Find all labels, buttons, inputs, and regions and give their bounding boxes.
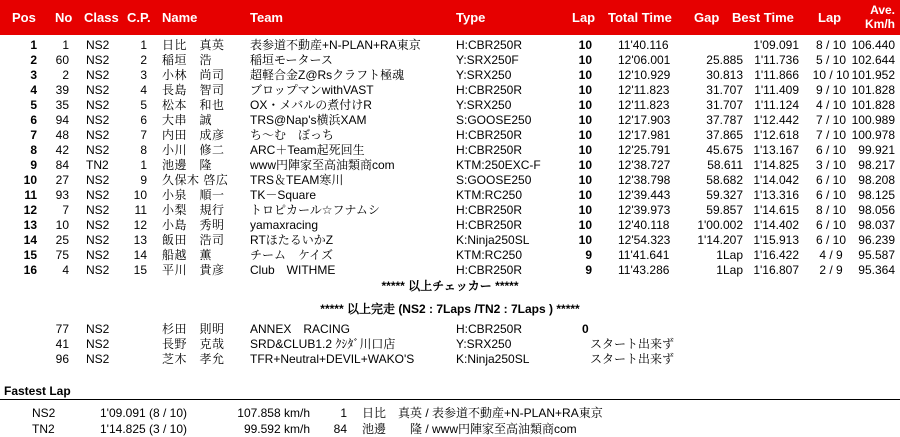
result-row <box>0 113 900 128</box>
average-speed-cell: 101.828 <box>851 98 895 112</box>
fastest-lap-time: 1'09.091 (8 / 10) <box>100 406 188 420</box>
machine-type-cell: Y:SRX250 <box>456 337 512 351</box>
total-time-cell: 12'38.727 <box>618 158 671 172</box>
class-position-cell: 11 <box>134 203 147 217</box>
machine-type-cell: K:Ninja250SL <box>456 233 530 247</box>
result-row <box>0 248 900 263</box>
total-time-cell: 12'06.001 <box>618 53 671 67</box>
header-cp: C.P. <box>127 10 151 25</box>
position-cell: 16 <box>23 263 37 277</box>
non-finisher-row <box>0 322 900 337</box>
total-time-cell: 12'17.981 <box>618 128 671 142</box>
status-note-cell: スタート出来ず <box>590 337 675 351</box>
best-time-cell: 1'11.124 <box>754 98 799 112</box>
best-time-cell: 1'11.866 <box>754 68 799 82</box>
rider-name-cell: 小島 秀明 <box>162 218 225 232</box>
position-cell: 14 <box>23 233 37 247</box>
gap-cell: 59.857 <box>706 203 743 217</box>
result-row <box>0 143 900 158</box>
best-time-cell: 1'12.618 <box>753 128 799 142</box>
result-row <box>0 68 900 83</box>
machine-type-cell: H:CBR250R <box>456 128 523 142</box>
rider-name-cell: 小泉 順一 <box>162 188 225 202</box>
number-cell: 48 <box>55 128 69 142</box>
average-speed-cell: 98.217 <box>858 158 895 172</box>
result-row <box>0 98 900 113</box>
class-position-cell: 9 <box>140 173 147 187</box>
class-cell: NS2 <box>86 352 110 366</box>
best-lap-cell: 6 / 10 <box>815 218 847 232</box>
class-position-cell: 5 <box>140 98 147 112</box>
position-cell: 12 <box>23 203 37 217</box>
class-position-cell: 8 <box>140 143 147 157</box>
total-time-cell: 12'11.823 <box>618 83 670 97</box>
best-lap-cell: 7 / 10 <box>815 128 847 142</box>
best-lap-cell: 6 / 10 <box>815 188 847 202</box>
machine-type-cell: KTM:250EXC-F <box>456 158 541 172</box>
gap-cell: 1'14.207 <box>697 233 743 247</box>
position-cell: 11 <box>24 188 37 202</box>
position-cell: 7 <box>30 128 37 142</box>
header-ave-line1: Ave. <box>870 3 895 17</box>
best-lap-cell: 7 / 10 <box>815 113 847 127</box>
class-position-cell: 10 <box>133 188 147 202</box>
machine-type-cell: H:CBR250R <box>456 263 523 277</box>
team-cell: www円陣家至高油類商com <box>250 158 395 172</box>
total-time-cell: 12'17.903 <box>618 113 671 127</box>
fastest-lap-title: Fastest Lap <box>4 384 71 398</box>
average-speed-cell: 100.978 <box>851 128 895 142</box>
class-cell: NS2 <box>86 38 110 52</box>
best-lap-cell: 4 / 10 <box>815 98 847 112</box>
best-time-cell: 1'14.615 <box>753 203 799 217</box>
laps-cell: 10 <box>578 83 592 97</box>
machine-type-cell: S:GOOSE250 <box>456 173 532 187</box>
laps-cell: 9 <box>585 263 592 277</box>
best-time-cell: 1'14.042 <box>753 173 799 187</box>
result-row <box>0 218 900 233</box>
average-speed-cell: 95.364 <box>858 263 895 277</box>
rider-name-cell: 芝木 孝允 <box>162 352 225 366</box>
class-cell: TN2 <box>86 158 109 172</box>
total-time-cell: 12'54.323 <box>618 233 671 247</box>
laps-cell: 10 <box>578 38 592 52</box>
non-finisher-row <box>0 337 900 352</box>
average-speed-cell: 98.037 <box>858 218 895 232</box>
non-finisher-row <box>0 352 900 367</box>
class-position-cell: 14 <box>133 248 147 262</box>
total-time-cell: 12'38.798 <box>618 173 671 187</box>
number-cell: 7 <box>62 203 69 217</box>
best-time-cell: 1'15.913 <box>753 233 799 247</box>
number-cell: 4 <box>62 263 69 277</box>
best-lap-cell: 5 / 10 <box>815 53 847 67</box>
best-lap-cell: 6 / 10 <box>815 143 847 157</box>
class-cell: NS2 <box>86 218 110 232</box>
total-time-cell: 11'40.116 <box>618 38 669 52</box>
class-cell: NS2 <box>86 53 110 67</box>
laps-cell: 10 <box>578 98 592 112</box>
header-type: Type <box>456 10 486 25</box>
rider-name-cell: 池邊 隆 <box>162 158 213 172</box>
best-lap-cell: 6 / 10 <box>815 233 847 247</box>
number-cell: 35 <box>55 98 69 112</box>
rider-name-cell: 杉田 則明 <box>162 322 225 336</box>
result-row <box>0 53 900 68</box>
laps-cell: 10 <box>578 143 592 157</box>
team-cell: TRS＆TEAM寒川 <box>250 173 344 187</box>
class-cell: NS2 <box>86 173 110 187</box>
machine-type-cell: Y:SRX250 <box>456 98 512 112</box>
header-name: Name <box>162 10 198 25</box>
class-cell: NS2 <box>86 68 110 82</box>
laps-cell: 10 <box>578 53 592 67</box>
best-lap-cell: 3 / 10 <box>815 158 847 172</box>
position-cell: 15 <box>23 248 37 262</box>
total-time-cell: 11'43.286 <box>618 263 670 277</box>
header-best-lap: Lap <box>818 10 842 25</box>
team-cell: RTほたるいかZ <box>250 233 334 247</box>
team-cell: 超軽合金Z@Rsクラフト極魂 <box>250 68 405 82</box>
rider-name-cell: 飯田 浩司 <box>162 233 225 247</box>
header-no: No <box>55 10 73 25</box>
position-cell: 1 <box>30 38 37 52</box>
rider-name-cell: 内田 成彦 <box>162 128 225 142</box>
machine-type-cell: KTM:RC250 <box>456 248 523 262</box>
fastest-lap-class: TN2 <box>32 422 55 436</box>
total-time-cell: 12'11.823 <box>618 98 670 112</box>
number-cell: 42 <box>55 143 69 157</box>
laps-cell: 10 <box>578 158 592 172</box>
gap-cell: 31.707 <box>706 98 743 112</box>
total-time-cell: 12'39.973 <box>618 203 671 217</box>
laps-cell: 10 <box>578 233 592 247</box>
team-cell: 表参道不動産+N-PLAN+RA東京 <box>250 38 421 52</box>
rider-name-cell: 久保木 啓広 <box>162 173 229 187</box>
best-lap-cell: 6 / 10 <box>815 173 847 187</box>
best-lap-cell: 8 / 10 <box>815 38 847 52</box>
team-cell: SRD&CLUB1.2 ｸｼﾀﾞ川口店 <box>250 337 396 351</box>
total-time-cell: 12'25.791 <box>618 143 671 157</box>
average-speed-cell: 106.440 <box>851 38 895 52</box>
team-cell: トロピカール☆フナムシ <box>250 203 380 217</box>
class-cell: NS2 <box>86 113 110 127</box>
number-cell: 77 <box>55 322 69 336</box>
result-row <box>0 233 900 248</box>
gap-cell: 25.885 <box>706 53 743 67</box>
machine-type-cell: K:Ninja250SL <box>456 352 530 366</box>
number-cell: 41 <box>55 337 69 351</box>
best-time-cell: 1'13.316 <box>753 188 799 202</box>
team-cell: ARC＋Team起死回生 <box>250 143 365 157</box>
class-position-cell: 13 <box>133 233 147 247</box>
gap-cell: 59.327 <box>706 188 743 202</box>
class-cell: NS2 <box>86 143 110 157</box>
team-cell: TRS@Nap's横浜XAM <box>250 113 367 127</box>
gap-cell: 31.707 <box>706 83 743 97</box>
fastest-lap-rider: 池邊 隆 / www円陣家至高油類商com <box>362 422 577 436</box>
finish-note: ***** 以上完走 (NS2 : 7Laps /TN2 : 7Laps ) ***** <box>320 302 580 316</box>
total-time-cell: 12'10.929 <box>618 68 671 82</box>
class-cell: NS2 <box>86 98 110 112</box>
number-cell: 1 <box>62 38 69 52</box>
position-cell: 3 <box>30 68 37 82</box>
header-lap: Lap <box>572 10 596 25</box>
best-time-cell: 1'12.442 <box>753 113 799 127</box>
best-time-cell: 1'11.409 <box>754 83 799 97</box>
number-cell: 93 <box>55 188 69 202</box>
team-cell: Club WITHME <box>250 263 336 277</box>
class-cell: NS2 <box>86 263 110 277</box>
average-speed-cell: 99.921 <box>858 143 895 157</box>
number-cell: 39 <box>55 83 69 97</box>
laps-cell: 10 <box>578 188 592 202</box>
average-speed-cell: 98.208 <box>858 173 895 187</box>
average-speed-cell: 101.828 <box>851 83 895 97</box>
position-cell: 10 <box>23 173 37 187</box>
average-speed-cell: 96.239 <box>858 233 895 247</box>
result-row <box>0 83 900 98</box>
class-position-cell: 4 <box>140 83 147 97</box>
result-row <box>0 188 900 203</box>
rider-name-cell: 小梨 規行 <box>162 203 225 217</box>
team-cell: ANNEX RACING <box>250 322 351 336</box>
fastest-lap-number: 1 <box>340 406 347 420</box>
class-cell: NS2 <box>86 83 110 97</box>
gap-cell: 1Lap <box>716 248 743 262</box>
machine-type-cell: H:CBR250R <box>456 322 523 336</box>
machine-type-cell: H:CBR250R <box>456 218 523 232</box>
header-team: Team <box>250 10 283 25</box>
team-cell: OX・メバルの煮付けR <box>250 98 372 112</box>
machine-type-cell: H:CBR250R <box>456 38 523 52</box>
position-cell: 6 <box>30 113 37 127</box>
class-cell: NS2 <box>86 233 110 247</box>
number-cell: 2 <box>62 68 69 82</box>
gap-cell: 37.787 <box>706 113 743 127</box>
average-speed-cell: 102.644 <box>851 53 895 67</box>
header-ave-line2: Km/h <box>865 17 895 31</box>
laps-cell: 10 <box>578 203 592 217</box>
total-time-cell: 11'41.641 <box>618 248 670 262</box>
average-speed-cell: 100.989 <box>851 113 895 127</box>
status-note-cell: スタート出来ず <box>590 352 675 366</box>
average-speed-cell: 98.056 <box>858 203 895 217</box>
gap-cell: 1Lap <box>716 263 743 277</box>
average-speed-cell: 98.125 <box>858 188 895 202</box>
fastest-lap-class: NS2 <box>32 406 56 420</box>
fastest-lap-speed: 99.592 km/h <box>243 422 310 436</box>
machine-type-cell: H:CBR250R <box>456 203 523 217</box>
header-ave <box>855 3 895 31</box>
class-position-cell: 3 <box>140 68 147 82</box>
position-cell: 5 <box>30 98 37 112</box>
laps-cell: 0 <box>582 322 589 336</box>
class-position-cell: 2 <box>140 53 147 67</box>
number-cell: 60 <box>55 53 69 67</box>
result-row <box>0 158 900 173</box>
laps-cell: 9 <box>585 248 592 262</box>
fastest-lap-rider: 日比 真英 / 表参道不動産+N-PLAN+RA東京 <box>362 406 603 420</box>
position-cell: 9 <box>30 158 37 172</box>
best-time-cell: 1'09.091 <box>753 38 799 52</box>
rider-name-cell: 長島 智司 <box>162 83 225 97</box>
rider-name-cell: 長野 克哉 <box>162 337 225 351</box>
result-row <box>0 38 900 53</box>
team-cell: 稲垣モータース <box>250 53 333 67</box>
header-total-time: Total Time <box>608 10 672 25</box>
best-time-cell: 1'13.167 <box>753 143 799 157</box>
fastest-lap-speed: 107.858 km/h <box>237 406 310 420</box>
gap-cell: 37.865 <box>706 128 743 142</box>
machine-type-cell: KTM:RC250 <box>456 188 523 202</box>
header-gap: Gap <box>694 10 720 25</box>
rider-name-cell: 平川 貴彦 <box>162 263 225 277</box>
machine-type-cell: Y:SRX250F <box>456 53 519 67</box>
average-speed-cell: 95.587 <box>858 248 895 262</box>
number-cell: 25 <box>55 233 69 247</box>
best-lap-cell: 9 / 10 <box>815 83 847 97</box>
laps-cell: 10 <box>578 218 592 232</box>
checker-note: ***** 以上チェッカー ***** <box>381 279 519 293</box>
rider-name-cell: 小川 修二 <box>162 143 225 157</box>
class-cell: NS2 <box>86 337 110 351</box>
laps-cell: 10 <box>578 113 592 127</box>
header-pos: Pos <box>12 10 36 25</box>
laps-cell: 10 <box>578 173 592 187</box>
class-position-cell: 15 <box>133 263 147 277</box>
header-class: Class <box>84 10 119 25</box>
class-cell: NS2 <box>86 322 110 336</box>
laps-cell: 10 <box>578 68 592 82</box>
best-time-cell: 1'11.736 <box>754 53 799 67</box>
class-cell: NS2 <box>86 203 110 217</box>
class-position-cell: 6 <box>140 113 147 127</box>
total-time-cell: 12'40.118 <box>618 218 670 232</box>
total-time-cell: 12'39.443 <box>618 188 671 202</box>
best-lap-cell: 2 / 9 <box>819 263 843 277</box>
position-cell: 4 <box>30 83 37 97</box>
rider-name-cell: 船越 薫 <box>162 248 213 262</box>
best-time-cell: 1'16.422 <box>753 248 799 262</box>
gap-cell: 58.611 <box>707 158 743 172</box>
position-cell: 2 <box>30 53 37 67</box>
number-cell: 10 <box>55 218 69 232</box>
fastest-lap-time: 1'14.825 (3 / 10) <box>100 422 188 436</box>
rider-name-cell: 日比 真英 <box>162 38 225 52</box>
number-cell: 96 <box>55 352 69 366</box>
best-lap-cell: 8 / 10 <box>815 203 847 217</box>
number-cell: 94 <box>55 113 69 127</box>
class-position-cell: 7 <box>140 128 147 142</box>
class-cell: NS2 <box>86 248 110 262</box>
machine-type-cell: H:CBR250R <box>456 83 523 97</box>
best-lap-cell: 10 / 10 <box>812 68 850 82</box>
result-row <box>0 173 900 188</box>
best-lap-cell: 4 / 9 <box>819 248 843 262</box>
class-position-cell: 1 <box>140 38 147 52</box>
result-row <box>0 128 900 143</box>
result-row <box>0 203 900 218</box>
position-cell: 8 <box>30 143 37 157</box>
class-cell: NS2 <box>86 188 110 202</box>
gap-cell: 45.675 <box>706 143 743 157</box>
rider-name-cell: 小林 尚司 <box>162 68 225 82</box>
machine-type-cell: H:CBR250R <box>456 143 523 157</box>
header-best-time: Best Time <box>732 10 794 25</box>
team-cell: チーム ケイズ <box>250 248 334 262</box>
result-row <box>0 263 900 278</box>
machine-type-cell: Y:SRX250 <box>456 68 512 82</box>
fastest-lap-divider <box>0 399 900 400</box>
number-cell: 27 <box>55 173 69 187</box>
class-cell: NS2 <box>86 128 110 142</box>
position-cell: 13 <box>23 218 37 232</box>
best-time-cell: 1'14.825 <box>753 158 799 172</box>
team-cell: TFR+Neutral+DEVIL+WAKO'S <box>250 352 415 366</box>
team-cell: ブロップマンwithVAST <box>250 83 374 97</box>
class-position-cell: 12 <box>133 218 147 232</box>
gap-cell: 58.682 <box>706 173 743 187</box>
table-header <box>0 0 900 35</box>
team-cell: ち～む ぼっち <box>250 128 335 142</box>
rider-name-cell: 稲垣 浩 <box>162 53 213 67</box>
machine-type-cell: S:GOOSE250 <box>456 113 532 127</box>
team-cell: yamaxracing <box>250 218 319 232</box>
rider-name-cell: 松本 和也 <box>162 98 225 112</box>
fastest-lap-number: 84 <box>333 422 347 436</box>
gap-cell: 1'00.002 <box>697 218 743 232</box>
best-time-cell: 1'16.807 <box>753 263 799 277</box>
class-position-cell: 1 <box>140 158 147 172</box>
number-cell: 75 <box>55 248 69 262</box>
number-cell: 84 <box>55 158 69 172</box>
rider-name-cell: 大串 誠 <box>162 113 213 127</box>
team-cell: TK－Square <box>250 188 317 202</box>
gap-cell: 30.813 <box>706 68 743 82</box>
best-time-cell: 1'14.402 <box>753 218 799 232</box>
average-speed-cell: 101.952 <box>851 68 895 82</box>
laps-cell: 10 <box>578 128 592 142</box>
